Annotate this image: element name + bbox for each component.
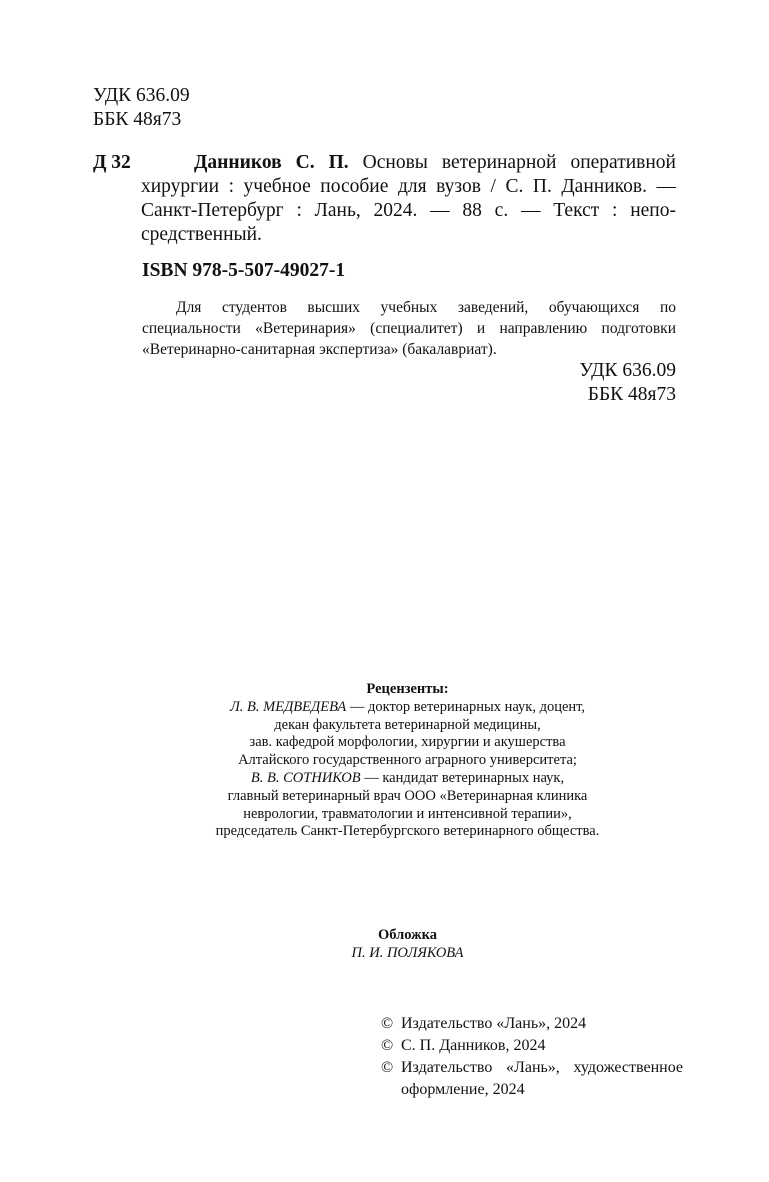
reviewer-1-line: Алтайского государственного аграрного университета; <box>238 752 577 769</box>
reviewers-heading: Рецензенты: <box>366 681 449 697</box>
classification-top <box>93 84 190 132</box>
copyright-text: С. П. Данников, 2024 <box>401 1037 546 1054</box>
copyright-line <box>381 1057 683 1079</box>
copyright-block <box>381 1013 683 1101</box>
copyright-text-continued: оформление, 2024 <box>401 1081 525 1098</box>
copyright-icon: © <box>381 1059 394 1076</box>
udk-code-right: УДК 636.09 <box>579 360 676 381</box>
copyright-icon: © <box>381 1037 394 1054</box>
annotation: Для студентов высших учебных заведений, обучающихся по специальности «Ветеринария» (специалитет) и направлению подготовки «Ветеринарно-санитарная экспертиза» (бакалавриат). <box>142 299 676 358</box>
isbn: ISBN 978-5-507-49027-1 <box>142 260 346 281</box>
reviewer-2-title: — кандидат ветеринарных наук, <box>360 769 565 786</box>
cover-credit <box>200 926 615 962</box>
reviewer-2-line: неврологии, травматологии и интенсивной терапии», <box>243 805 572 822</box>
copyright-line <box>381 1035 683 1057</box>
bbk-code-right: ББК 48я73 <box>587 384 676 405</box>
reviewer-2-name: В. В. СОТНИКОВ <box>250 769 361 786</box>
reviewer-1-line: декан факультета ветеринарной медицины, <box>274 716 541 733</box>
reviewer-1-line: зав. кафедрой морфологии, хирургии и акушерства <box>249 734 566 751</box>
author-name: Данников С. П. <box>194 152 349 173</box>
author-mark: Д 32 <box>93 152 131 173</box>
reviewer-2 <box>150 770 665 788</box>
book-description: Основы ветеринарной оперативной хирургии : учебное пособие для вузов / С. П. Данников. — Санкт-Петербург : Лань, 2024. — 88 с. — Текст : непосредственный. <box>141 152 676 245</box>
udk-code: УДК 636.09 <box>93 85 190 106</box>
reviewer-2-line: главный ветеринарный врач ООО «Ветеринарная клиника <box>227 787 588 804</box>
reviewer-2-line: председатель Санкт-Петербургского ветеринарного общества. <box>215 823 600 840</box>
bbk-code: ББК 48я73 <box>93 109 182 130</box>
cover-artist <box>200 944 615 962</box>
reviewer-1-name: Л. В. МЕДВЕДЕВА <box>229 698 347 715</box>
copyright-text: Издательство «Лань», художественное <box>401 1059 683 1076</box>
bibliographic-description <box>141 151 676 247</box>
cover-heading: Обложка <box>377 927 438 943</box>
copyright-icon: © <box>381 1015 394 1032</box>
classification-right <box>579 359 676 407</box>
reviewers-block <box>150 681 665 841</box>
cover-artist-name: П. И. ПОЛЯКОВА <box>351 945 464 961</box>
copyright-line <box>381 1013 683 1035</box>
copyright-text: Издательство «Лань», 2024 <box>401 1015 587 1032</box>
catalog-record <box>93 151 676 247</box>
reviewer-1 <box>150 699 665 717</box>
reviewer-1-title: — доктор ветеринарных наук, доцент, <box>346 698 586 715</box>
